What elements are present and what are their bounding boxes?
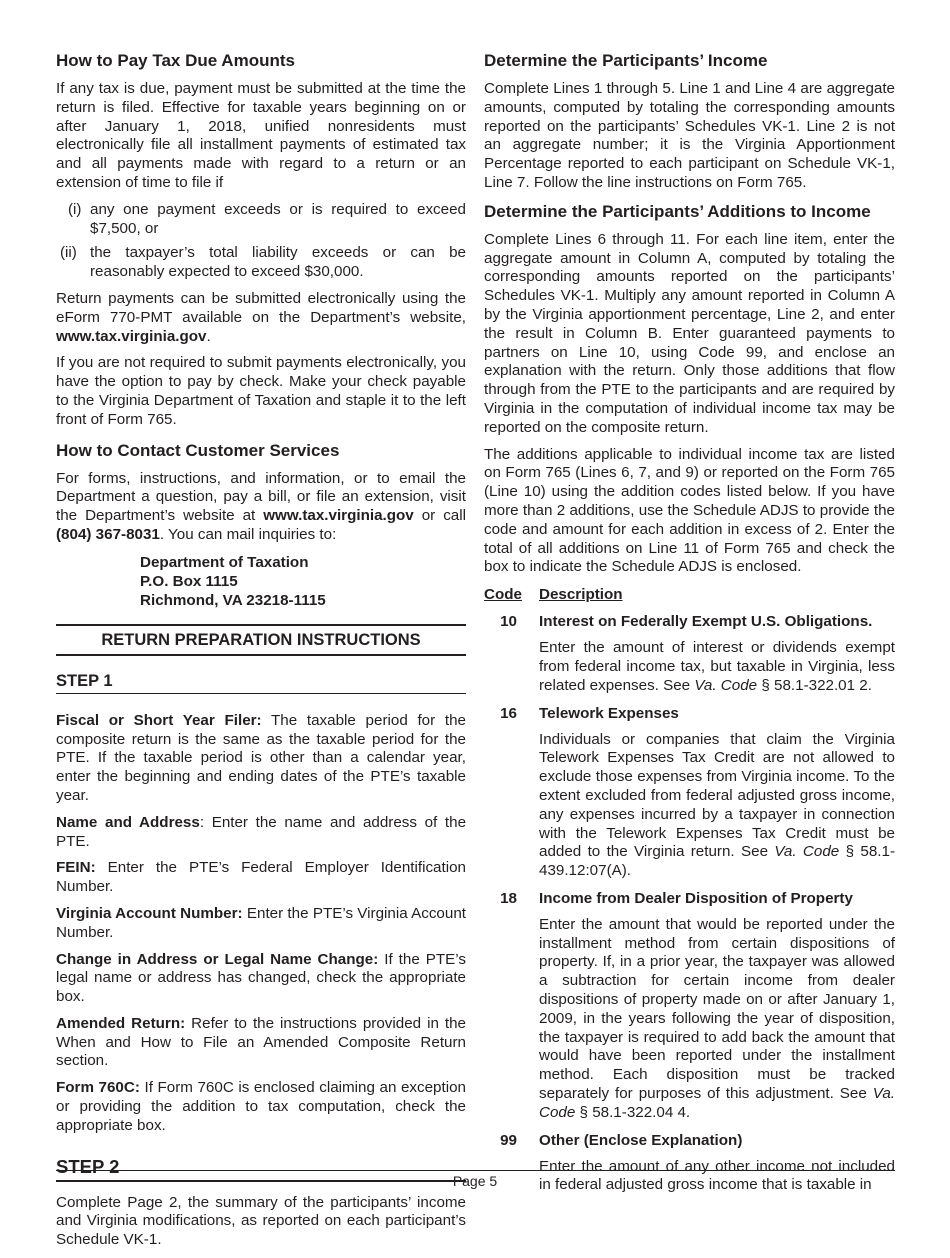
step1-item [56,712,466,806]
pay-heading: How to Pay Tax Due Amounts [56,51,295,70]
code-entry [484,889,895,1123]
contact-text: . You can mail inquiries to: [159,525,337,543]
step2-heading: STEP 2 [56,1156,466,1182]
contact-heading: How to Contact Customer Services [56,440,340,460]
code-title-row [484,889,895,908]
eform-end: . [206,327,211,345]
item-label: Change in Address or Legal Name Change: [56,950,379,968]
item-label: Virginia Account Number: [56,904,243,922]
right-column [484,50,895,1203]
step1-item [56,814,466,852]
pay-intro: If any tax is due, payment must be submitted at the time the return is filed. Effective for taxable years beginning on or after January 1, 2018, unified nonresidents must electronically file all installment payments of estimated tax and all payments made with regard to a return or an extension of time to file if [56,80,466,191]
code-entry [484,612,895,695]
item-text: Refer to the instructions provided in the When and How to File an Amended Composite Return section. [56,1014,466,1070]
item-text: If Form 760C is enclosed claiming an exception or providing the addition to tax computation, check the appropriate box. [56,1079,466,1134]
code-title: Other (Enclose Explanation) [539,1131,743,1149]
code-description [539,916,895,1123]
code-number: 16 [500,704,517,722]
list-item [56,244,466,282]
page-number: Page 5 [452,1173,498,1189]
code-title: Income from Dealer Disposition of Property [539,889,853,907]
address-line: P.O. Box 1115 [140,572,238,590]
check-paragraph: If you are not required to submit payments electronically, you have the option to pay by check. Make your check payable to the Virginia Department of Taxation and staple it to the left front of Form 765. [56,354,466,428]
item-label: Fiscal or Short Year Filer: [56,711,262,729]
item-label: FEIN: [56,859,96,877]
list-text: any one payment exceeds or is required to exceed $7,500, or [90,200,466,237]
item-text: Enter the PTE’s Federal Employer Identification Number. [56,859,466,896]
section-title: RETURN PREPARATION INSTRUCTIONS [56,624,466,656]
website-link[interactable]: www.tax.virginia.gov [56,327,207,345]
contact-text: For forms, instructions, and information, or to email the Department a question, pay a bill, or file an extension, visit the Department’s website at [56,469,466,525]
left-column [56,50,466,1258]
item-text: If the PTE’s legal name or address has changed, check the appropriate box. [56,950,466,1006]
code-table-header [484,585,895,604]
address-line: Richmond, VA 23218-1115 [140,591,326,609]
code-title: Telework Expenses [539,704,679,722]
code-title: Interest on Federally Exempt U.S. Obligations. [539,613,873,631]
code-number: 10 [500,613,517,631]
code-description [539,639,895,695]
item-text: : Enter the name and address of the PTE. [56,813,467,850]
website-link[interactable]: www.tax.virginia.gov [263,507,414,525]
list-item [56,201,466,239]
contact-text: or call [413,507,466,525]
step2-text: Complete Page 2, the summary of the participants’ income and Virginia modifications, as reported on each participant’s Schedule VK-1. [56,1193,466,1249]
code-text: Enter the amount of any other income not included in federal adjusted gross income that is taxable in [539,1157,895,1194]
code-text: Individuals or companies that claim the Virginia Telework Expenses Tax Credit are not allowed to exclude those expenses from Virginia income. To the extent excluded from federal adjusted gross income, any expenses incurred by a taxpayer in connection with the Telework Expenses Tax Credit must be added to the Virginia return. See [539,730,895,861]
code-number: 18 [500,889,517,907]
mailing-address [56,553,466,610]
code-title-row [484,1131,895,1150]
list-marker: (i) [68,200,82,218]
contact-paragraph [56,470,466,545]
code-citation: Va. Code [774,843,840,861]
address-line: Department of Taxation [140,553,309,571]
code-title-row [484,612,895,631]
eform-paragraph [56,290,466,346]
step1-heading: STEP 1 [56,672,466,694]
phone-number[interactable]: (804) 367-8031 [56,525,160,543]
code-text: Enter the amount that would be reported under the installment method from certain dispositions of property. If, in a prior year, the taxpayer was allowed a subtraction for certain income from dealer dispositions of property made on or after January 1, 2009, in the years following the year of disposition, the taxpayer is required to add back the amount that would have been reported under the installment method. Each disposition must be tracked separately for purposes of this adjustment. See [539,915,895,1103]
income-paragraph: Complete Lines 1 through 5. Line 1 and Line 4 are aggregate amounts, computed by totaling the corresponding amounts reported on the participants’ Schedules VK-1. Line 2 is not an aggregate number; it is the Virginia Apportionment Percentage reported to each participant on Schedule VK-1, Line 7. Follow the line instructions on Form 765. [484,80,895,191]
code-citation: Va. Code [539,1085,895,1121]
additions-paragraph: The additions applicable to individual income tax are listed on Form 765 (Lines 6, 7, and 9) or reported on the Form 765 (Line 10) using the addition codes listed below. If you have more than 2 additions, use the Schedule ADJS to provide the code and amount for each addition in excess of 2. Enter the total of all additions on Line 11 of Form 765 and check the box to indicate the Schedule ADJS is enclosed. [484,445,895,576]
list-marker: (ii) [60,244,77,262]
code-entry [484,704,895,881]
code-citation: Va. Code [694,676,758,694]
additions-heading: Determine the Participants’ Additions to Income [484,201,871,221]
item-text: The taxable period for the composite return is the same as the taxable period for the PTE. If the taxable period is other than a calendar year, enter the beginning and ending dates of the PTE’s taxable year. [56,711,466,804]
step1-item [56,905,466,943]
additions-paragraph: Complete Lines 6 through 11. For each line item, enter the aggregate amount in Column A, computed by totaling the corresponding amounts reported on the participants’ Schedules VK-1. Multiply any amount reported in Column A by the Virginia apportionment percentage, Line 2, and enter the result in Column B. Enter guaranteed payments to partners on Line 10, using Code 99, and enclose an explanation with the return. Only those additions that flow through from the PTE to the participants and are required by Virginia in the computation of individual income tax may be reported on the composite return. [484,230,895,436]
code-title-row [484,704,895,723]
footer-divider [56,1170,895,1171]
code-text: § 58.1-439.12:07(A). [539,843,895,880]
eform-text: Return payments can be submitted electronically using the eForm 770-PMT available on the Department’s website, [56,289,466,326]
code-number: 99 [500,1131,517,1149]
code-text: § 58.1-322.01 2. [757,676,872,694]
description-column-header: Description [539,586,623,604]
pay-conditions-list [56,201,466,282]
item-text: Enter the PTE’s Virginia Account Number. [56,904,466,941]
step1-item [56,951,466,1007]
code-text: Enter the amount of interest or dividends exempt from federal income tax, but taxable in Virginia, less related expenses. See [539,639,895,694]
item-label: Name and Address [56,813,200,831]
step1-item [56,1015,466,1071]
item-label: Amended Return: [56,1014,186,1032]
code-column-header: Code [484,586,522,604]
list-text: the taxpayer’s total liability exceeds or can be reasonably expected to exceed $30,000. [90,244,466,281]
item-label: Form 760C: [56,1079,140,1097]
code-text: § 58.1-322.04 4. [575,1103,691,1121]
step1-item [56,1079,466,1135]
step1-item [56,859,466,897]
income-heading: Determine the Participants’ Income [484,51,768,70]
code-description [539,731,895,881]
